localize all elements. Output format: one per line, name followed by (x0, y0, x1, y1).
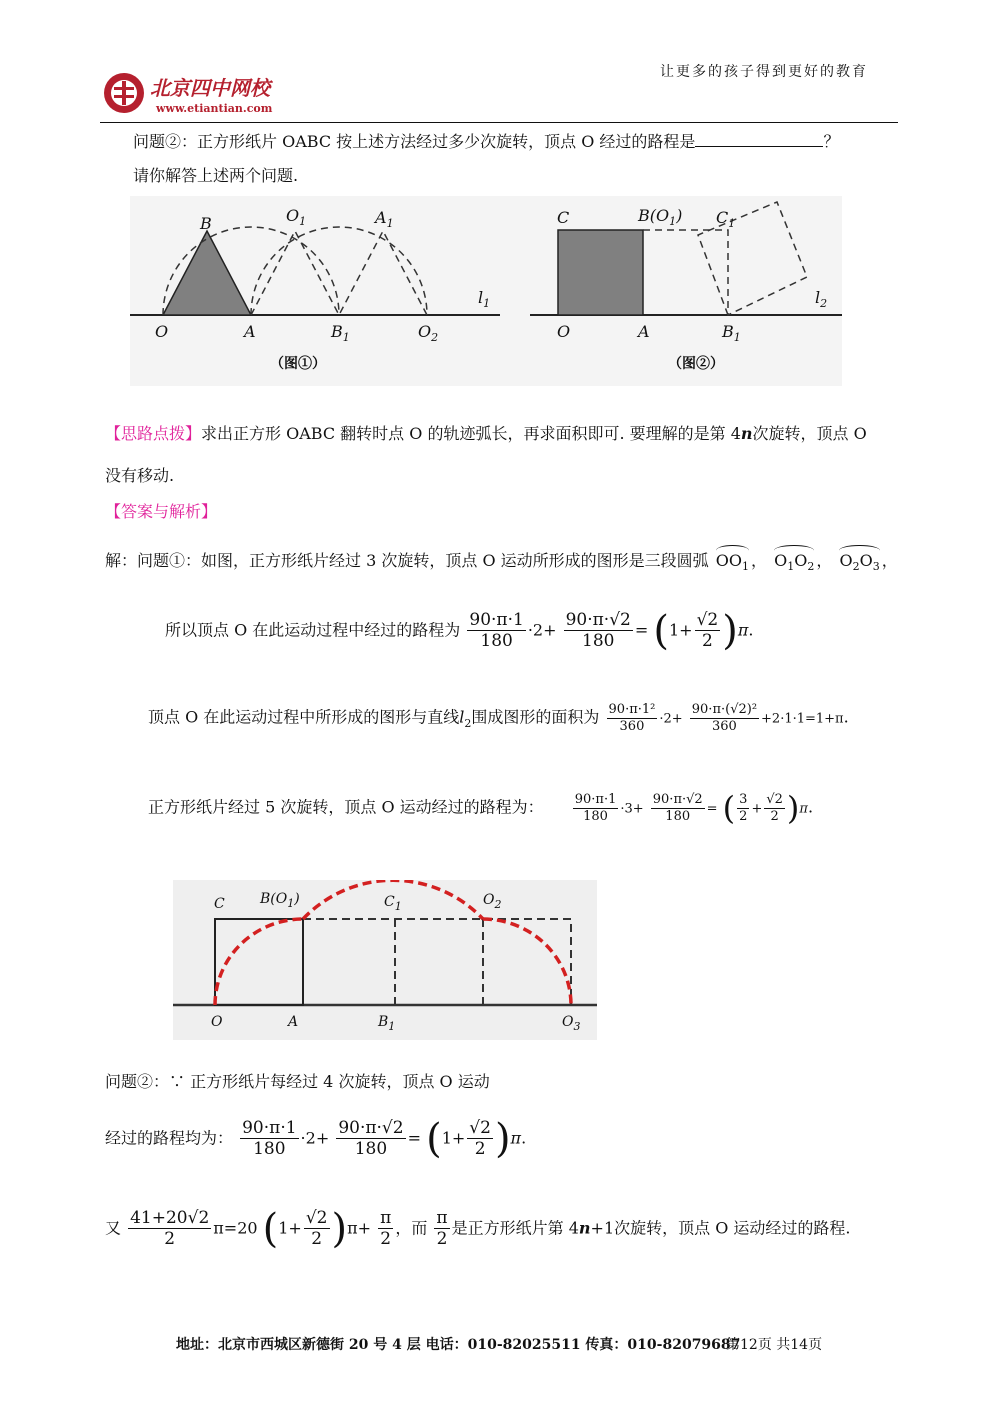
square-shaded (558, 230, 643, 315)
question2-line: 问题②：正方形纸片 OABC 按上述方法经过多少次旋转，顶点 O 经过的路程是 ？ (133, 132, 840, 151)
fig3-label-O2: $O_2$ (483, 892, 502, 911)
fig1-label-l1: $l_1$ (478, 288, 491, 311)
logo-name: 北京四中网校 (150, 76, 270, 100)
logo-url: www.etiantian.com (156, 102, 273, 115)
fig1-label-O: O (155, 322, 169, 341)
solution-q2-line2: 经过的路程均为： $\frac{90\cdot\pi\cdot 1}{180}$ ·2+ $\frac{90\cdot\pi\cdot√2}{180}$ = (1+ $\frac{√2}{2}$ )π. (105, 1115, 527, 1162)
solution-5-rotations: 正方形纸片经过 5 次旋转，顶点 O 运动经过的路程为： $\frac{90\cdot\pi\cdot 1}{180}$ ·3+ $\frac{90\cdot\pi\cdot√2}{180}$ = ( $\frac{3}{2}$ + $\frac{√2}{2}$ )π. (148, 789, 814, 828)
fig3-label-O: O (211, 1014, 223, 1030)
hint-paragraph: 【思路点拨】求出正方形 OABC 翻转时点 O 的轨迹弧长，再求面积即可. 要理解的是第 4n次旋转，顶点 O (105, 424, 867, 443)
solution-q1-intro: 解：问题①：如图，正方形纸片经过 3 次旋转，顶点 O 运动所形成的图形是三段圆弧 $OO_1$ ， $O_1O_2$ ， $O_2O_3$ ， (105, 545, 898, 573)
header-slogan: 让更多的孩子得到更好的教育 (660, 64, 868, 80)
fig3-label-C: C (214, 896, 225, 912)
fig2-label-B-O1: $B(O_1)$ (638, 206, 683, 229)
hint-line2: 没有移动. (105, 466, 175, 485)
fig3-label-A: A (288, 1014, 299, 1030)
solution-path-length: 所以顶点 O 在此运动过程中经过的路程为 $\frac{90\cdot\pi\cdot 1}{180}$ ·2+ $\frac{90\cdot\pi\cdot√2}{180}$ = (1+ $\frac{√2}{2}$ )π. (165, 607, 754, 654)
hint-tag: 【思路点拨】 (105, 424, 202, 443)
fig3-label-O3: $O_3$ (562, 1014, 581, 1033)
arc-O2O3: $O_2O_3$ (839, 545, 879, 573)
fig1-label-B1: $B_1$ (331, 322, 350, 345)
fig2-label-l2: $l_2$ (815, 288, 828, 311)
solution-area: 顶点 O 在此运动过程中所形成的图形与直线$l_2$围成图形的面积为 $\frac{\text{90·π·1²}}{360}$ ·2+ $\frac{\text{90·π·(√2)²}}{360}$ +2·1·1=1+π. (148, 702, 849, 734)
fig2-label-B1: $B_1$ (722, 322, 741, 345)
fig2-label-C: C (557, 208, 570, 227)
arc-OO1: $OO_1$ (716, 545, 749, 573)
fig2-label-C1: $C_1$ (716, 208, 736, 231)
header-rule (100, 122, 898, 123)
solution-final: 又 $\frac{41+20√2}{2}$ π=20 (1+ $\frac{√2}{2}$ )π+ $\frac{\pi}{2}$ ，而 $\frac{\pi}{2}$ 是正方形纸片第 4n+1次旋转，顶点 O 运动经过的路程. (105, 1205, 851, 1252)
solution-q2-line1: 问题②：∵ 正方形纸片每经过 4 次旋转，顶点 O 运动 (105, 1072, 490, 1091)
arc-O1O2: $O_1O_2$ (774, 545, 814, 573)
answer-tag: 【答案与解析】 (105, 502, 218, 521)
fig1-label-A1: $A_1$ (375, 208, 394, 231)
footer-address: 地址：北京市西城区新德街 20 号 4 层 电话：010-82025511 传真：010-82079687 (176, 1337, 741, 1353)
fig2-label-A: A (638, 322, 650, 341)
fig1-label-O2: $O_2$ (418, 322, 439, 345)
fig2-label-O: O (557, 322, 571, 341)
fig2-caption: （图②） (668, 356, 724, 372)
fig1-label-B: B (200, 214, 212, 233)
fig1-caption: （图①） (270, 356, 326, 372)
fig1-label-A: A (244, 322, 256, 341)
fig3-label-B-O1: $B(O_1)$ (260, 891, 300, 910)
fig3-label-C1: $C_1$ (384, 894, 402, 913)
footer-page-number: 第12页 共14页 (726, 1337, 823, 1353)
fig1-label-O1: $O_1$ (286, 206, 307, 229)
solve-instruction: 请你解答上述两个问题. (133, 166, 299, 185)
fig3-label-B1: $B_1$ (378, 1014, 396, 1033)
